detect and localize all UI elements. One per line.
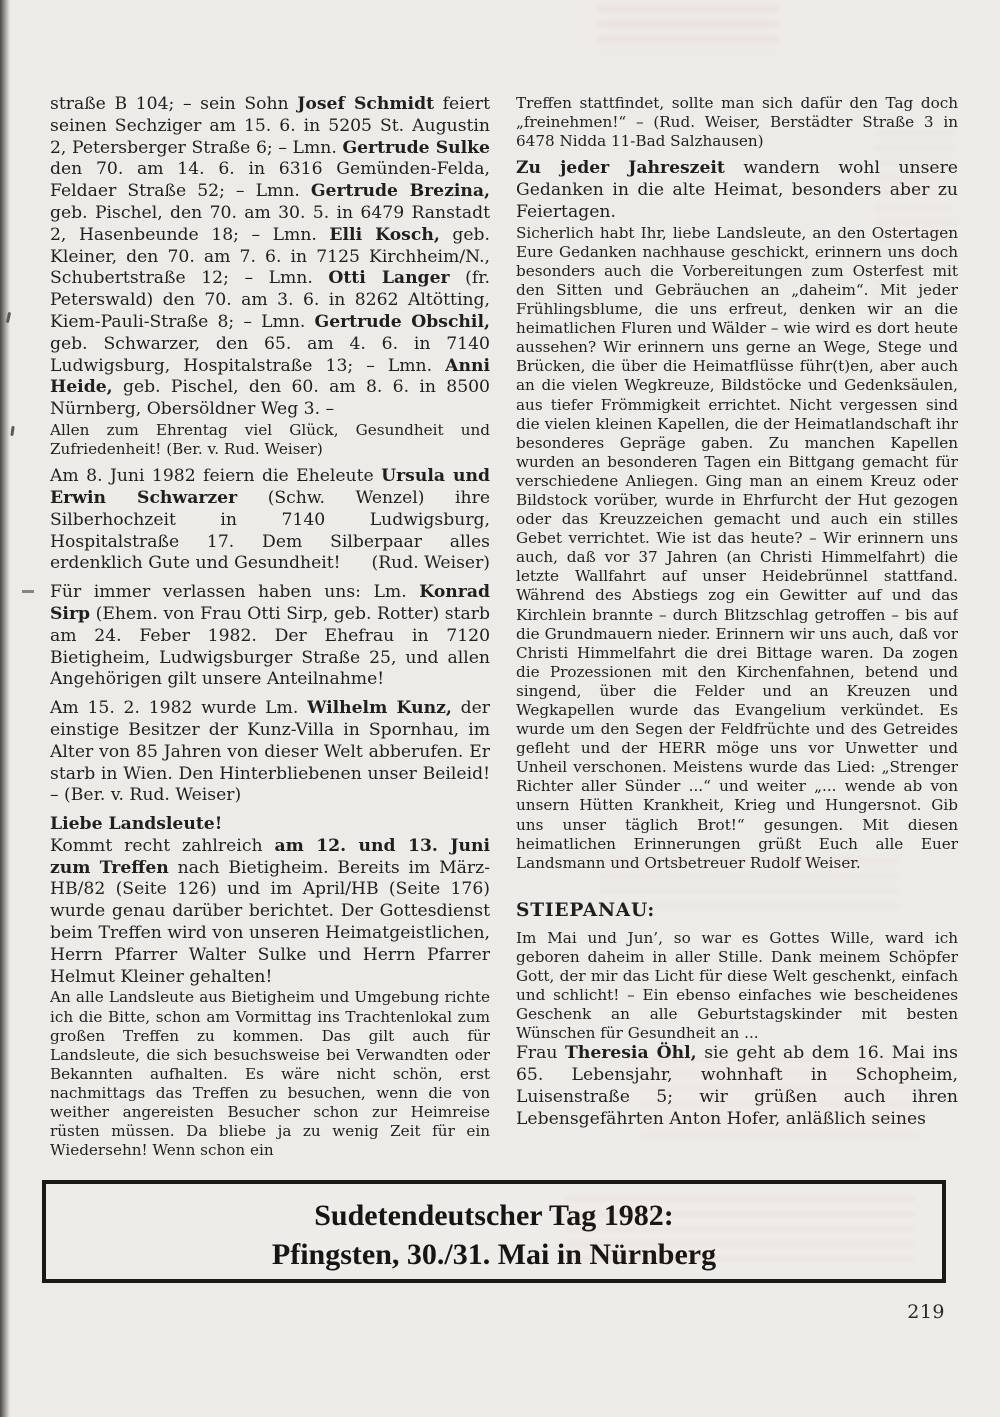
text-run: (fr. Peterswald) den 70. am 3. 6. in 8262 Altötting, Kiem-Pauli-Straße 8; – Lmn. <box>50 268 490 332</box>
text-run: geb. Kleiner, den 70. am 7. 6. in 7125 Kirchheim/N., Schubertstraße 12; – Lmn. <box>50 224 490 289</box>
text-run: geb. Pischel, den 70. am 30. 5. in 6479 Ranstadt 2, Hasenbeunde 18; – Lmn. <box>50 202 490 245</box>
bold-text-run: am 12. und 13. Juni zum Treffen <box>50 835 490 878</box>
paragraph <box>516 929 958 1044</box>
bold-text-run: Gertrude Brezina, <box>310 181 490 202</box>
bold-text-run: STIEPANAU: <box>516 899 656 921</box>
scan-artifact <box>598 6 778 52</box>
bold-text-run: Zu jeder Jahreszeit <box>516 158 725 179</box>
page-content <box>50 94 958 1180</box>
text-run: feiert seinen Sechziger am 15. 6. in 5205 St. Augustin 2, Petersberger Straße 6; – Lmn. <box>50 94 490 158</box>
bold-text-run: Anni Heide, <box>50 355 490 398</box>
paragraph <box>50 421 490 459</box>
paragraph <box>50 698 490 807</box>
bold-text-run: Wilhelm Kunz, <box>307 698 452 719</box>
paragraph <box>50 94 490 421</box>
paragraph <box>516 1043 958 1130</box>
text-run: (Ehem. von Frau Otti Sirp, geb. Rotter) starb am 24. Feber 1982. Der Ehefrau in 7120 Bietigheim, Ludwigsburger Straße 25, und allen Angehörigen gilt unsere Anteilnahme! <box>50 603 490 690</box>
text-run: sie geht ab dem 16. Mai ins 65. Lebensjahr, wohnhaft in Schopheim, Luisenstraße 5; wir grüßen auch ihren Lebensgefährten Anton Hofer, anläßlich seines <box>516 1043 958 1129</box>
text-run: der einstige Besitzer der Kunz-Villa in Spornhau, im Alter von 85 Jahren von dieser Welt abberufen. Er starb in Wien. Den Hinterbliebenen unser Beileid! – (Ber. v. Rud. Weiser) <box>50 698 490 806</box>
bold-text-run: Otti Langer <box>328 268 450 289</box>
text-run: nach Bietigheim. Bereits im März-HB/82 (Seite 126) und im April/HB (Seite 176) wurde genau darüber berichtet. Der Gottesdienst beim Treffen wird von unseren Heimatgeistlichen, Herrn Pfarrer Walter Sulke und Herrn Pfarrer Helmut Kleiner gehalten! <box>50 857 491 987</box>
text-run: den 70. am 14. 6. in 6316 Gemünden-Felda, Feldaer Straße 52; – Lmn. <box>50 159 490 202</box>
text-run: Im Mai und Jun’, so war es Gottes Wille, ward ich geboren daheim in aller Stille. Dank meinem Schöpfer Gott, der mir das Licht für diese Welt geschenkt, einfach und schlicht! – Ein ebenso einfaches wie bescheidenes Geschenk an alle Geburtstagskinder mit besten Wünschen für Gesundheit an ... <box>516 928 958 1043</box>
bold-text-run: Gertrude Sulke <box>342 137 490 158</box>
bold-text-run: Josef Schmidt <box>297 94 435 114</box>
bold-text-run: Elli Kosch, <box>329 224 440 245</box>
text-run: wandern wohl unsere Gedanken in die alte Heimat, besonders aber zu Feiertagen. <box>516 158 958 222</box>
text-run: Treffen stattfindet, sollte man sich dafür den Tag doch „freinehmen!“ – (Rud. Weiser, Berstädter Straße 3 in 6478 Nidda 11-Bad Salzhausen) <box>516 94 958 151</box>
bold-text-run: Liebe Landsleute! <box>50 814 223 835</box>
text-run: Für immer verlassen haben uns: Lm. <box>50 582 420 603</box>
right-aligned-credit: (Rud. Weiser) <box>371 553 490 574</box>
text-run: geb. Schwarzer, den 65. am 4. 6. in 7140 Ludwigsburg, Hospitalstraße 13; – Lmn. <box>50 333 490 376</box>
text-run: An alle Landsleute aus Bietigheim und Umgebung richte ich die Bitte, schon am Vormittag ins Trachtenlokal zum großen Treffen zu kommen. Das gilt auch für Landsleute, die sich besuchsweise bei Verwandten oder Bekannten aufhalten. Es wäre nicht schön, erst nachmittags das Treffen zu besuchen, wenn die von weither angereisten Besucher schon zur Heimreise rüsten müssen. Da bliebe ja zu wenig Zeit für ein Wiedersehn! Wenn schon ein <box>50 988 490 1160</box>
event-banner <box>42 1180 946 1283</box>
page-number: 219 <box>907 1301 945 1323</box>
section-heading <box>50 814 490 836</box>
scan-mark <box>22 590 34 593</box>
paragraph <box>516 224 958 873</box>
paragraph <box>50 466 490 575</box>
text-run: Am 15. 2. 1982 wurde Lm. <box>50 698 308 719</box>
scan-gutter-shadow <box>0 0 10 1417</box>
left-column <box>50 94 490 1180</box>
text-run: Frau <box>516 1043 566 1064</box>
paragraph <box>516 158 958 223</box>
scan-mark <box>10 426 14 436</box>
text-run: Sicherlich habt Ihr, liebe Landsleute, an den Ostertagen Eure Gedanken nachhause geschickt, erinnern uns doch besonders auch die Vorbereitungen zum Osterfest mit den Sitten und Gebräuchen an „daheim“. Mit jeder Frühlingsblume, die uns erfreut, denken wir an die heimatlichen Fluren und Wälder – wie wird es dort heute aussehen? Wir erinnern uns gerne an Wege, Stege und Brücken, die über die Heimatflüsse führ(t)en, aber auch an die vielen Wegkreuze, Bildstöcke und Gedenksäulen, aus tiefer Frömmigkeit errichtet. Nicht vergessen sind die vielen kleinen Kapellen, die der Heimatlandschaft ihr besonderes Gepräge gaben. Zu manchen Kapellen wurden an besonderen Tagen ein Bittgang gemacht für verschiedene Anliegen. Ging man an einem Kreuz oder Bildstock vorüber, wurde in Ehrfurcht der Hut gezogen oder das Kreuzzeichen gemacht und auch ein stilles Gebet verrichtet. Wie ist das heute? – Wir erinnern uns auch, daß vor 37 Jahren (an Christi Himmelfahrt) die letzte Wallfahrt auf unser Heidebrünnel stattfand. Während des Abstiegs zog ein Gewitter auf und das Kirchlein brannte – durch Blitzschlag getroffen – bis auf die Grundmauern nieder. Erinnern wir uns auch, daß vor Christi Himmelfahrt die drei Bittage waren. Da zogen die Prozessionen mit den Kirchenfahnen, betend und singend, über die Felder und an Kreuzen und Wegkapellen wurde das Evangelium verkündet. Es wurde um den Segen der Feldfrüchte und des Getreides gefleht und der HERR möge uns vor Unwetter und Unheil verschonen. Meistens wurde das Lied: „Strenger Richter aller Sünder ...“ und weiter „... wende ab von unsern Hütten Krankheit, Krieg und Hungersnot. Gib uns unser täglich Brot!“ gesungen. Mit diesen heimatlichen Erinnerungen grüßt Euch alle Euer Landsmann und Ortsbetreuer Rudolf Weiser. <box>516 223 958 872</box>
bold-text-run: Gertrude Obschil, <box>314 311 490 332</box>
text-run: geb. Pischel, den 60. am 8. 6. in 8500 Nürnberg, Obersöldner Weg 3. – <box>50 377 490 420</box>
bold-text-run: Ursula und Erwin Schwarzer <box>50 466 490 508</box>
paragraph <box>50 582 490 691</box>
text-run: Allen zum Ehrentag viel Glück, Gesundheit und Zufriedenheit! (Ber. v. Rud. Weiser) <box>50 420 490 459</box>
right-column <box>516 94 958 1180</box>
text-run: Am 8. Juni 1982 feiern die Eheleute <box>50 466 382 487</box>
banner-line-2: Pfingsten, 30./31. Mai in Nürnberg <box>271 1238 717 1271</box>
paragraph <box>50 836 490 989</box>
bold-text-run: Theresia Öhl, <box>565 1043 697 1064</box>
paragraph <box>516 94 958 151</box>
text-run: Kommt recht zahlreich <box>50 835 275 856</box>
banner-line-1: Sudetendeutscher Tag 1982: <box>314 1199 674 1232</box>
bold-text-run: Konrad Sirp <box>50 582 490 624</box>
text-run: (Schw. Wenzel) ihre Silberhochzeit in 7140 Ludwigsburg, Hospitalstraße 17. Dem Silberpaar alles erdenklich Gute und Gesundheit! <box>50 487 490 574</box>
section-heading <box>516 899 958 922</box>
text-run: straße B 104; – sein Sohn <box>50 94 298 114</box>
paragraph <box>50 988 490 1160</box>
